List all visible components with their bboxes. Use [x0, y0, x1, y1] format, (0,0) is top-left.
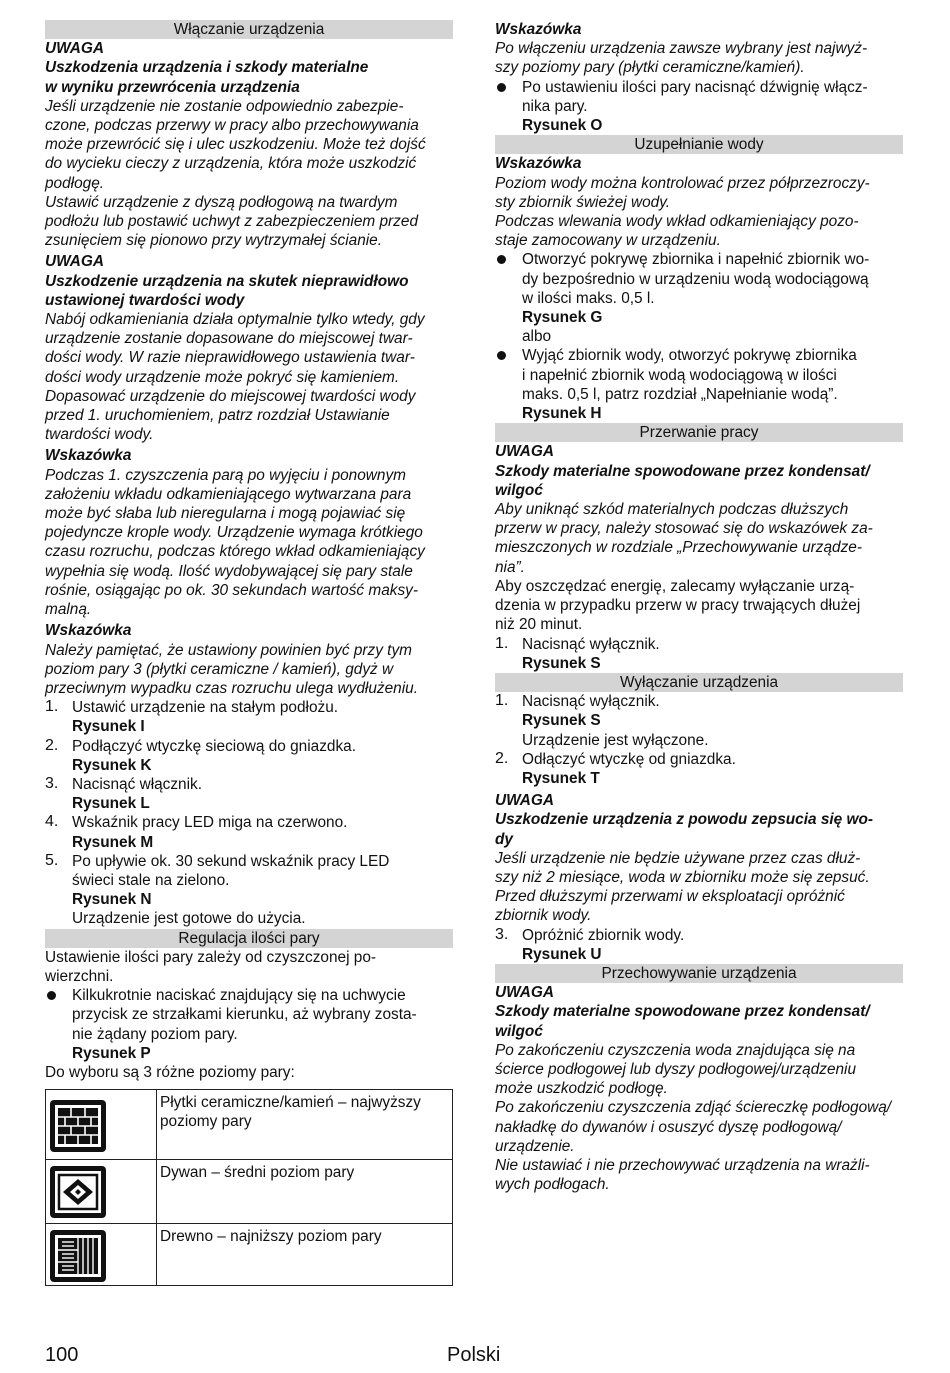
step-text: Podłączyć wtyczkę sieciową do gniazdka.: [72, 737, 357, 755]
note-label: Wskazówka: [495, 21, 582, 38]
body-text: Aby oszczędzać energię, zalecamy wyłączanie urzą-: [495, 577, 855, 595]
bullet-text: nie żądany poziom pary.: [72, 1025, 238, 1043]
page-language: Polski: [447, 1344, 501, 1366]
steam-level-text: Drewno – najniższy poziom pary: [160, 1228, 382, 1246]
step-item: [45, 698, 453, 736]
bullet-dot-icon: [495, 346, 522, 423]
caution-title: Uszkodzenie urządzenia z powodu zepsucia się wo-: [495, 811, 873, 829]
figure-reference: Rysunek N: [72, 891, 152, 909]
caution-text: ścierce podłogowej lub dyszy podłogowej/urządzeniu: [495, 1060, 857, 1078]
note-text: Po włączeniu urządzenia zawsze wybrany jest najwyż-: [495, 40, 868, 58]
caution-text: mieszczonych w rozdziale „Przechowywanie urządze-: [495, 539, 862, 557]
caution-title: Szkody materialne spowodowane przez kondensat/: [495, 462, 870, 480]
caution-label: UWAGA: [45, 40, 104, 58]
caution-text: Ustawić urządzenie z dyszą podłogową na twardym: [45, 193, 398, 211]
caution-title: dy: [495, 830, 513, 848]
step-text: Wskaźnik pracy LED miga na czerwono.: [72, 814, 348, 832]
note-text: szy poziomy pary (płytki ceramiczne/kamień).: [495, 59, 805, 77]
caution-text: Jeśli urządzenie nie będzie używane przez czas dłuż-: [495, 849, 861, 867]
wood-planks-icon: [50, 1230, 106, 1282]
steam-level-icon-cell: [46, 1224, 157, 1286]
note-text: może być słaba lub nieregularna i mogą pojawiać się: [45, 505, 406, 523]
step-text: Nacisnąć włącznik.: [72, 775, 203, 793]
step-number: 1.: [45, 698, 59, 716]
step-text: Ustawić urządzenie na stałym podłożu.: [72, 699, 339, 717]
step-text: Opróżnić zbiornik wody.: [522, 926, 685, 944]
steam-level-row: [46, 1224, 453, 1286]
step-text: świeci stale na zielono.: [72, 871, 230, 889]
body-text: Do wyboru są 3 różne poziomy pary:: [45, 1063, 295, 1081]
caution-title: wilgoć: [495, 481, 543, 499]
section-heading-switch-off: Wyłączanie urządzenia: [495, 673, 903, 692]
step-item: [45, 775, 453, 813]
bullet-text: Kilkukrotnie naciskać znajdujący się na uchwycie: [72, 987, 406, 1005]
section-heading-pause: Przerwanie pracy: [495, 423, 903, 442]
figure-reference: Rysunek O: [522, 117, 603, 135]
section-heading-storage: Przechowywanie urządzenia: [495, 964, 903, 983]
caution-title: Uszkodzenia urządzenia i szkody materialne: [45, 59, 369, 77]
note-text: wypełnia się wodą. Ilość wydobywającej się pary stale: [45, 562, 413, 580]
step-item: [495, 926, 903, 964]
note-text: staje zamocowany w urządzeniu.: [495, 232, 721, 250]
bullet-item: [45, 986, 453, 1063]
step-item: [45, 852, 453, 929]
caution-text: podłogę.: [45, 174, 105, 192]
caution-text: Po zakończeniu czyszczenia woda znajdująca się na: [495, 1041, 856, 1059]
step-item: [495, 750, 903, 788]
steam-level-text: Płytki ceramiczne/kamień – najwyższy: [160, 1094, 421, 1112]
caution-text: nia”.: [495, 558, 525, 576]
figure-reference: Rysunek S: [522, 712, 601, 730]
caution-text: wych podłogach.: [495, 1176, 610, 1194]
bullet-text: przycisk ze strzałkami kierunku, aż wybrany zosta-: [72, 1006, 417, 1024]
bullet-item: [495, 250, 903, 346]
steam-level-icon-cell: [46, 1090, 157, 1160]
note-text: Poziom wody można kontrolować przez półprzezroczy-: [495, 174, 870, 192]
step-number: 2.: [495, 749, 509, 767]
page-number: 100: [45, 1344, 79, 1366]
caution-text: dości wody. W razie nieprawidłowego ustawienia twar-: [45, 349, 415, 367]
figure-reference: Rysunek G: [522, 309, 603, 327]
bullet-text: dy bezpośrednio w urządzeniu wodą wodociągową: [522, 270, 869, 288]
step-number: 4.: [45, 813, 59, 831]
caution-text: może uszkodzić podłogę.: [495, 1080, 668, 1098]
left-column: [45, 20, 453, 1286]
note-label: Wskazówka: [45, 447, 132, 465]
bullet-dot-icon: [495, 250, 522, 346]
caution-text: do wycieku cieczy z urządzenia, która może uszkodzić: [45, 155, 417, 173]
step-number: 1.: [495, 692, 509, 710]
steam-level-row: [46, 1090, 453, 1160]
section-heading-switch-on: Włączanie urządzenia: [45, 20, 453, 39]
caution-text: Nie ustawiać i nie przechowywać urządzenia na wrażli-: [495, 1156, 870, 1174]
steam-level-row: [46, 1160, 453, 1224]
note-text: Należy pamiętać, że ustawiony powinien być przy tym: [45, 641, 412, 659]
step-number: 3.: [45, 774, 59, 792]
figure-reference: Rysunek I: [72, 718, 145, 736]
caution-text: może przewrócić się i ulec uszkodzeniu. Może też dojść: [45, 136, 426, 154]
note-text: założeniu wkładu odkamieniającego wytwarzana para: [45, 485, 412, 503]
step-number: 3.: [495, 925, 509, 943]
bullet-dot-icon: [495, 78, 522, 136]
caution-text: Aby uniknąć szkód materialnych podczas dłuższych: [495, 501, 849, 519]
bullet-text: Wyjąć zbiornik wody, otworzyć pokrywę zbiornika: [522, 347, 857, 365]
caution-text: przed 1. uruchomieniem, patrz rozdział Ustawianie: [45, 407, 390, 425]
steam-levels-table: [45, 1089, 453, 1286]
steam-level-text: poziomy pary: [160, 1113, 252, 1131]
step-result: Urządzenie jest gotowe do użycia.: [72, 910, 306, 928]
bullet-text: maks. 0,5 l, patrz rozdział „Napełnianie wodą”.: [522, 385, 838, 403]
bullet-dot-icon: [45, 986, 72, 1063]
step-item: [45, 813, 453, 851]
caution-label: UWAGA: [495, 443, 554, 461]
caution-title: Szkody materialne spowodowane przez kondensat/: [495, 1003, 870, 1021]
bullet-text: nika pary.: [522, 97, 588, 115]
note-text: Podczas wlewania wody wkład odkamieniający pozo-: [495, 213, 859, 231]
note-text: poziom pary 3 (płytki ceramiczne / kamień), gdyż w: [45, 660, 394, 678]
bullet-text: i napełnić zbiornik wodą wodociągową w ilości: [522, 366, 837, 384]
section-heading-steam-regulation: Regulacja ilości pary: [45, 929, 453, 948]
body-text: albo: [522, 328, 552, 346]
step-item: [495, 635, 903, 673]
caution-label: UWAGA: [495, 984, 554, 1002]
carpet-diamond-icon: [50, 1166, 106, 1218]
figure-reference: Rysunek S: [522, 654, 601, 672]
caution-text: szy niż 2 miesiące, woda w zbiorniku może się zepsuć.: [495, 868, 870, 886]
bullet-item: [495, 78, 903, 136]
caution-text: czone, podczas przerwy w pracy albo przechowywania: [45, 117, 419, 135]
step-number: 2.: [45, 736, 59, 754]
steam-level-description: [157, 1160, 453, 1224]
caution-text: Po zakończeniu czyszczenia zdjąć ściereczkę podłogową/: [495, 1099, 892, 1117]
caution-text: przerw w pracy, należy stosować się do wskazówek za-: [495, 520, 873, 538]
caution-text: zbiornik wody.: [495, 907, 592, 925]
figure-reference: Rysunek U: [522, 945, 602, 963]
step-number: 1.: [495, 634, 509, 652]
caution-text: nakładkę do dywanów i osuszyć dyszę podłogową/: [495, 1118, 842, 1136]
figure-reference: Rysunek K: [72, 756, 152, 774]
body-text: niż 20 minut.: [495, 616, 583, 634]
caution-title: w wyniku przewrócenia urządzenia: [45, 78, 300, 96]
caution-label: UWAGA: [45, 253, 104, 271]
bullet-item: [495, 346, 903, 423]
figure-reference: Rysunek P: [72, 1044, 151, 1062]
bullet-text: Po ustawieniu ilości pary nacisnąć dźwignię włącz-: [522, 78, 868, 96]
figure-reference: Rysunek H: [522, 405, 602, 423]
step-text: Nacisnąć wyłącznik.: [522, 693, 660, 711]
section-heading-refill-water: Uzupełnianie wody: [495, 135, 903, 154]
caution-text: Nabój odkamieniania działa optymalnie tylko wtedy, gdy: [45, 311, 425, 329]
figure-reference: Rysunek L: [72, 795, 150, 813]
caution-text: Przed dłuższymi przerwami w eksploatacji opróżnić: [495, 888, 845, 906]
tiles-brick-icon: [50, 1100, 106, 1152]
caution-title: Uszkodzenie urządzenia na skutek nieprawidłowo: [45, 272, 409, 290]
caution-title: ustawionej twardości wody: [45, 291, 245, 309]
caution-text: zsunięciem się pionowo przy wytrzymałej ścianie.: [45, 232, 383, 250]
bullet-text: w ilości maks. 0,5 l.: [522, 289, 655, 307]
caution-text: urządzenie.: [495, 1137, 575, 1155]
note-text: sty zbiornik świeżej wody.: [495, 193, 671, 211]
step-item: [495, 692, 903, 750]
note-label: Wskazówka: [495, 155, 582, 173]
step-result: Urządzenie jest wyłączone.: [522, 731, 709, 749]
caution-text: dości wody urządzenie może pokryć się kamieniem.: [45, 368, 400, 386]
caution-label: UWAGA: [495, 792, 554, 810]
note-text: rośnie, osiągając po ok. 30 sekundach wartość maksy-: [45, 581, 418, 599]
figure-reference: Rysunek M: [72, 833, 154, 851]
caution-text: urządzenie zostanie dopasowane do miejscowej twar-: [45, 330, 413, 348]
step-item: [45, 737, 453, 775]
step-number: 5.: [45, 851, 59, 869]
note-text: przeciwnym wypadku czas rozruchu ulega wydłużeniu.: [45, 679, 418, 697]
note-text: malną.: [45, 601, 92, 619]
note-text: Podczas 1. czyszczenia parą po wyjęciu i ponownym: [45, 466, 406, 484]
step-text: Odłączyć wtyczkę od gniazdka.: [522, 750, 736, 768]
caution-text: Jeśli urządzenie nie zostanie odpowiednio zabezpie-: [45, 97, 404, 115]
body-text: wierzchni.: [45, 967, 114, 985]
bullet-text: Otworzyć pokrywę zbiornika i napełnić zbiornik wo-: [522, 251, 870, 269]
body-text: dzenia w przypadku przerw w pracy trwających dłużej: [495, 597, 861, 615]
note-text: czasu rozruchu, podczas którego wkład odkamieniający: [45, 543, 425, 561]
note-label: Wskazówka: [45, 622, 132, 640]
caution-text: Dopasować urządzenie do miejscowej twardości wody: [45, 387, 416, 405]
step-text: Nacisnąć wyłącznik.: [522, 635, 660, 653]
figure-reference: Rysunek T: [522, 769, 600, 787]
step-text: Po upływie ok. 30 sekund wskaźnik pracy LED: [72, 852, 390, 870]
caution-text: podłożu lub postawić uchwyt z zabezpieczeniem przed: [45, 213, 418, 231]
body-text: Ustawienie ilości pary zależy od czyszczonej po-: [45, 948, 377, 966]
steam-level-description: [157, 1090, 453, 1160]
steam-level-icon-cell: [46, 1160, 157, 1224]
right-column: [495, 20, 903, 1194]
caution-title: wilgoć: [495, 1022, 543, 1040]
caution-text: twardości wody.: [45, 426, 154, 444]
steam-level-text: Dywan – średni poziom pary: [160, 1164, 355, 1182]
steam-level-description: [157, 1224, 453, 1286]
note-text: pojedyncze krople wody. Urządzenie wymaga krótkiego: [45, 524, 423, 542]
